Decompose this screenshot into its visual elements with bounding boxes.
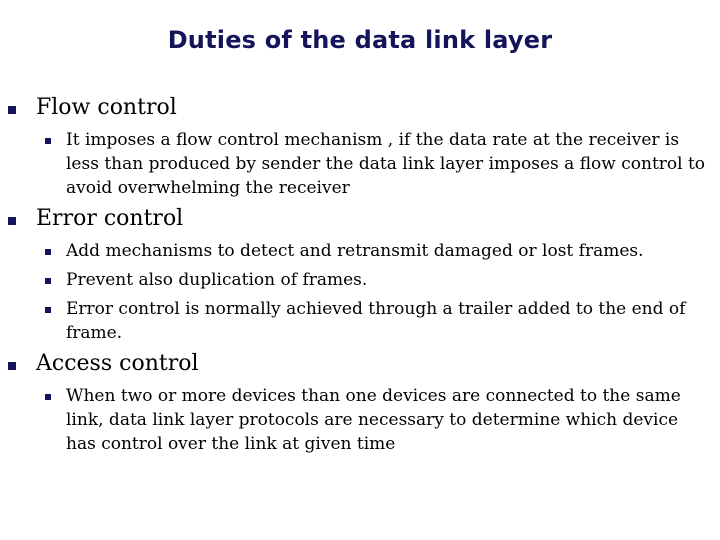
- list-item-text: Prevent also duplication of frames.: [66, 270, 368, 290]
- square-bullet-icon: [45, 138, 51, 144]
- list-item: [66, 128, 706, 200]
- list-item: [66, 384, 706, 456]
- section-heading-text: Flow control: [36, 95, 177, 120]
- section-heading-flow-control: [36, 95, 177, 121]
- list-item: [66, 239, 706, 263]
- list-item: [66, 268, 706, 292]
- square-bullet-icon: [45, 307, 51, 313]
- section-heading-text: Error control: [36, 206, 184, 231]
- list-item: [66, 297, 706, 345]
- square-bullet-icon: [45, 249, 51, 255]
- list-item-text: Add mechanisms to detect and retransmit damaged or lost frames.: [66, 241, 644, 261]
- square-bullet-icon: [8, 362, 16, 370]
- list-item-text: It imposes a flow control mechanism , if the data rate at the receiver is less than produced by sender the data link layer imposes a flow control to avoid overwhelming the receiver: [66, 130, 706, 198]
- section-heading-text: Access control: [36, 351, 199, 376]
- slide-title: Duties of the data link layer: [167, 26, 553, 54]
- square-bullet-icon: [8, 106, 16, 114]
- list-item-text: Error control is normally achieved through a trailer added to the end of frame.: [66, 299, 686, 343]
- square-bullet-icon: [45, 278, 51, 284]
- section-heading-access-control: [36, 351, 199, 377]
- section-heading-error-control: [36, 206, 183, 232]
- list-item-text: When two or more devices than one devices are connected to the same link, data link layer protocols are necessary to determine which device has control over the link at given time: [66, 386, 681, 454]
- square-bullet-icon: [45, 394, 51, 400]
- square-bullet-icon: [8, 217, 16, 225]
